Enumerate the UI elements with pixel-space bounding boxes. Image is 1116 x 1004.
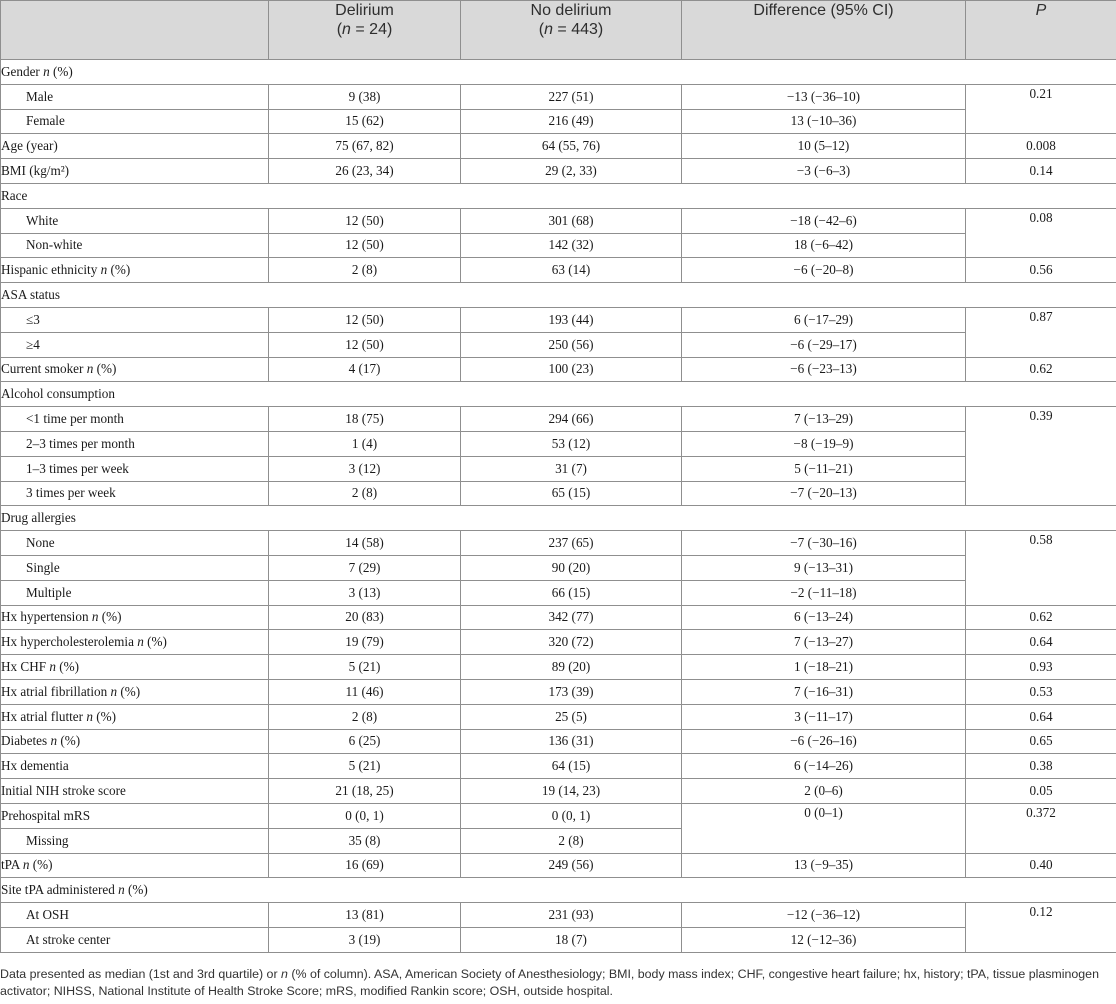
cell-delirium: 75 (67, 82) — [269, 134, 461, 159]
table-row — [1, 655, 1116, 680]
cell-no-delirium: 65 (15) — [461, 481, 682, 506]
cell-p-value: 0.05 — [966, 779, 1116, 804]
cell-no-delirium: 0 (0, 1) — [461, 803, 682, 828]
cell-delirium: 5 (21) — [269, 754, 461, 779]
cell-p-value: 0.56 — [966, 258, 1116, 283]
cell-no-delirium: 216 (49) — [461, 109, 682, 134]
header-difference: Difference (95% CI) — [682, 1, 966, 60]
cell-no-delirium: 18 (7) — [461, 927, 682, 952]
cell-delirium: 6 (25) — [269, 729, 461, 754]
cell-delirium: 3 (12) — [269, 456, 461, 481]
section-label: Alcohol consumption — [1, 382, 1116, 407]
row-label: Age (year) — [1, 134, 269, 159]
table-row — [1, 531, 1116, 556]
cell-difference: −7 (−30–16) — [682, 531, 966, 556]
row-label: BMI (kg/m²) — [1, 159, 269, 184]
cell-delirium: 2 (8) — [269, 481, 461, 506]
cell-no-delirium: 237 (65) — [461, 531, 682, 556]
cell-no-delirium: 2 (8) — [461, 828, 682, 853]
cell-delirium: 26 (23, 34) — [269, 159, 461, 184]
cell-p-value: 0.372 — [966, 803, 1116, 853]
row-label: Female — [1, 109, 269, 134]
header-p-value: P — [966, 1, 1116, 60]
cell-no-delirium: 90 (20) — [461, 555, 682, 580]
cell-no-delirium: 301 (68) — [461, 208, 682, 233]
cell-delirium: 14 (58) — [269, 531, 461, 556]
cell-difference: −6 (−29–17) — [682, 332, 966, 357]
cell-difference: 12 (−12–36) — [682, 927, 966, 952]
cell-difference: 13 (−9–35) — [682, 853, 966, 878]
table-row — [1, 927, 1116, 952]
cell-p-value: 0.40 — [966, 853, 1116, 878]
row-label: tPA n (%) — [1, 853, 269, 878]
cell-no-delirium: 250 (56) — [461, 332, 682, 357]
row-label: White — [1, 208, 269, 233]
cell-delirium: 2 (8) — [269, 704, 461, 729]
cell-difference: 5 (−11–21) — [682, 456, 966, 481]
cell-no-delirium: 249 (56) — [461, 853, 682, 878]
cell-delirium: 15 (62) — [269, 109, 461, 134]
cell-no-delirium: 294 (66) — [461, 407, 682, 432]
cell-difference: 10 (5–12) — [682, 134, 966, 159]
row-label: Initial NIH stroke score — [1, 779, 269, 804]
cell-p-value: 0.58 — [966, 531, 1116, 605]
cell-p-value: 0.39 — [966, 407, 1116, 506]
cell-no-delirium: 320 (72) — [461, 630, 682, 655]
cell-delirium: 5 (21) — [269, 655, 461, 680]
cell-p-value: 0.12 — [966, 903, 1116, 953]
cell-difference: −7 (−20–13) — [682, 481, 966, 506]
header-variable — [1, 1, 269, 60]
cell-difference: 7 (−13–27) — [682, 630, 966, 655]
cell-difference: −6 (−23–13) — [682, 357, 966, 382]
cell-difference: −12 (−36–12) — [682, 903, 966, 928]
row-label: Hx CHF n (%) — [1, 655, 269, 680]
row-label: Hx atrial fibrillation n (%) — [1, 679, 269, 704]
table-row — [1, 580, 1116, 605]
table-row — [1, 779, 1116, 804]
cell-no-delirium: 231 (93) — [461, 903, 682, 928]
row-label: Prehospital mRS — [1, 803, 269, 828]
cell-difference: 6 (−13–24) — [682, 605, 966, 630]
table-row — [1, 803, 1116, 828]
header-delirium: Delirium (n = 24) — [269, 1, 461, 60]
section-row — [1, 183, 1116, 208]
section-row — [1, 283, 1116, 308]
row-label: Hx hypertension n (%) — [1, 605, 269, 630]
cell-no-delirium: 64 (15) — [461, 754, 682, 779]
cell-no-delirium: 193 (44) — [461, 307, 682, 332]
row-label: Current smoker n (%) — [1, 357, 269, 382]
cell-p-value: 0.62 — [966, 357, 1116, 382]
cell-no-delirium: 29 (2, 33) — [461, 159, 682, 184]
table-row — [1, 754, 1116, 779]
cell-difference: −3 (−6–3) — [682, 159, 966, 184]
cell-difference: −6 (−20–8) — [682, 258, 966, 283]
cell-delirium: 4 (17) — [269, 357, 461, 382]
row-label: Single — [1, 555, 269, 580]
cell-delirium: 21 (18, 25) — [269, 779, 461, 804]
cell-no-delirium: 100 (23) — [461, 357, 682, 382]
table-row — [1, 679, 1116, 704]
table-row — [1, 431, 1116, 456]
section-label: Drug allergies — [1, 506, 1116, 531]
cell-p-value: 0.93 — [966, 655, 1116, 680]
cell-difference: 6 (−14–26) — [682, 754, 966, 779]
cell-delirium: 3 (13) — [269, 580, 461, 605]
cell-no-delirium: 142 (32) — [461, 233, 682, 258]
cell-p-value: 0.62 — [966, 605, 1116, 630]
row-label: ≥4 — [1, 332, 269, 357]
row-label: Hx dementia — [1, 754, 269, 779]
cell-p-value: 0.14 — [966, 159, 1116, 184]
section-label: Site tPA administered n (%) — [1, 878, 1116, 903]
row-label: <1 time per month — [1, 407, 269, 432]
table-row — [1, 555, 1116, 580]
cell-no-delirium: 173 (39) — [461, 679, 682, 704]
row-label: ≤3 — [1, 307, 269, 332]
cell-difference: −8 (−19–9) — [682, 431, 966, 456]
cell-no-delirium: 25 (5) — [461, 704, 682, 729]
row-label: 1–3 times per week — [1, 456, 269, 481]
cell-delirium: 19 (79) — [269, 630, 461, 655]
cell-p-value: 0.008 — [966, 134, 1116, 159]
header-row — [1, 1, 1116, 60]
cell-p-value: 0.65 — [966, 729, 1116, 754]
cell-no-delirium: 31 (7) — [461, 456, 682, 481]
cell-no-delirium: 64 (55, 76) — [461, 134, 682, 159]
row-label: Hispanic ethnicity n (%) — [1, 258, 269, 283]
row-label: Missing — [1, 828, 269, 853]
row-label: Hx atrial flutter n (%) — [1, 704, 269, 729]
cell-no-delirium: 342 (77) — [461, 605, 682, 630]
cell-p-value: 0.21 — [966, 84, 1116, 134]
row-label: None — [1, 531, 269, 556]
cell-delirium: 16 (69) — [269, 853, 461, 878]
table-row — [1, 456, 1116, 481]
header-no-delirium: No delirium (n = 443) — [461, 1, 682, 60]
cell-difference: 3 (−11–17) — [682, 704, 966, 729]
cell-delirium: 2 (8) — [269, 258, 461, 283]
cell-delirium: 12 (50) — [269, 307, 461, 332]
section-row — [1, 506, 1116, 531]
cell-p-value: 0.87 — [966, 307, 1116, 357]
cell-p-value: 0.38 — [966, 754, 1116, 779]
cell-delirium: 18 (75) — [269, 407, 461, 432]
cell-difference: −13 (−36–10) — [682, 84, 966, 109]
table-row — [1, 258, 1116, 283]
row-label: 2–3 times per month — [1, 431, 269, 456]
table-row — [1, 357, 1116, 382]
table-row — [1, 605, 1116, 630]
section-row — [1, 382, 1116, 407]
section-row — [1, 60, 1116, 85]
cell-delirium: 11 (46) — [269, 679, 461, 704]
cell-no-delirium: 53 (12) — [461, 431, 682, 456]
cell-difference: 7 (−16–31) — [682, 679, 966, 704]
row-label: Hx hypercholesterolemia n (%) — [1, 630, 269, 655]
cell-delirium: 35 (8) — [269, 828, 461, 853]
table-row — [1, 853, 1116, 878]
section-row — [1, 878, 1116, 903]
row-label: At stroke center — [1, 927, 269, 952]
cell-delirium: 12 (50) — [269, 233, 461, 258]
row-label: 3 times per week — [1, 481, 269, 506]
cell-delirium: 9 (38) — [269, 84, 461, 109]
table-row — [1, 109, 1116, 134]
table-row — [1, 481, 1116, 506]
cell-delirium: 1 (4) — [269, 431, 461, 456]
table-row — [1, 159, 1116, 184]
cell-delirium: 12 (50) — [269, 208, 461, 233]
cell-no-delirium: 136 (31) — [461, 729, 682, 754]
cell-difference: −6 (−26–16) — [682, 729, 966, 754]
cell-difference: −2 (−11–18) — [682, 580, 966, 605]
table-row — [1, 208, 1116, 233]
table-row — [1, 630, 1116, 655]
cell-delirium: 20 (83) — [269, 605, 461, 630]
row-label: At OSH — [1, 903, 269, 928]
cell-p-value: 0.64 — [966, 704, 1116, 729]
row-label: Male — [1, 84, 269, 109]
table-row — [1, 307, 1116, 332]
cell-difference: 1 (−18–21) — [682, 655, 966, 680]
table-row — [1, 704, 1116, 729]
cell-difference: −18 (−42–6) — [682, 208, 966, 233]
cell-no-delirium: 19 (14, 23) — [461, 779, 682, 804]
cell-no-delirium: 66 (15) — [461, 580, 682, 605]
cell-delirium: 7 (29) — [269, 555, 461, 580]
section-label: Race — [1, 183, 1116, 208]
cell-p-value: 0.08 — [966, 208, 1116, 258]
table-row — [1, 903, 1116, 928]
cell-difference: 0 (0–1) — [682, 803, 966, 853]
row-label: Diabetes n (%) — [1, 729, 269, 754]
table-footnote: Data presented as median (1st and 3rd quartile) or n (% of column). ASA, American Society of Anesthesiology; BMI, body mass index; CHF, congestive heart failure; hx, history; tPA, tissue plasminogen activator; NIHSS, National Institute of Health Stroke Score; mRS, modified Rankin score; OSH, outside hospital. — [0, 967, 1099, 998]
cell-no-delirium: 89 (20) — [461, 655, 682, 680]
cell-delirium: 0 (0, 1) — [269, 803, 461, 828]
cell-difference: 18 (−6–42) — [682, 233, 966, 258]
table-row — [1, 729, 1116, 754]
cell-p-value: 0.64 — [966, 630, 1116, 655]
cell-delirium: 13 (81) — [269, 903, 461, 928]
cell-difference: 6 (−17–29) — [682, 307, 966, 332]
cell-delirium: 12 (50) — [269, 332, 461, 357]
table-row — [1, 332, 1116, 357]
table-row — [1, 134, 1116, 159]
table-row — [1, 407, 1116, 432]
row-label: Non-white — [1, 233, 269, 258]
row-label: Multiple — [1, 580, 269, 605]
cell-no-delirium: 63 (14) — [461, 258, 682, 283]
section-label: Gender n (%) — [1, 60, 1116, 85]
cell-p-value: 0.53 — [966, 679, 1116, 704]
section-label: ASA status — [1, 283, 1116, 308]
cell-difference: 13 (−10–36) — [682, 109, 966, 134]
cell-difference: 7 (−13–29) — [682, 407, 966, 432]
table-row — [1, 84, 1116, 109]
cell-no-delirium: 227 (51) — [461, 84, 682, 109]
table-row — [1, 233, 1116, 258]
cell-delirium: 3 (19) — [269, 927, 461, 952]
cell-difference: 2 (0–6) — [682, 779, 966, 804]
cell-difference: 9 (−13–31) — [682, 555, 966, 580]
